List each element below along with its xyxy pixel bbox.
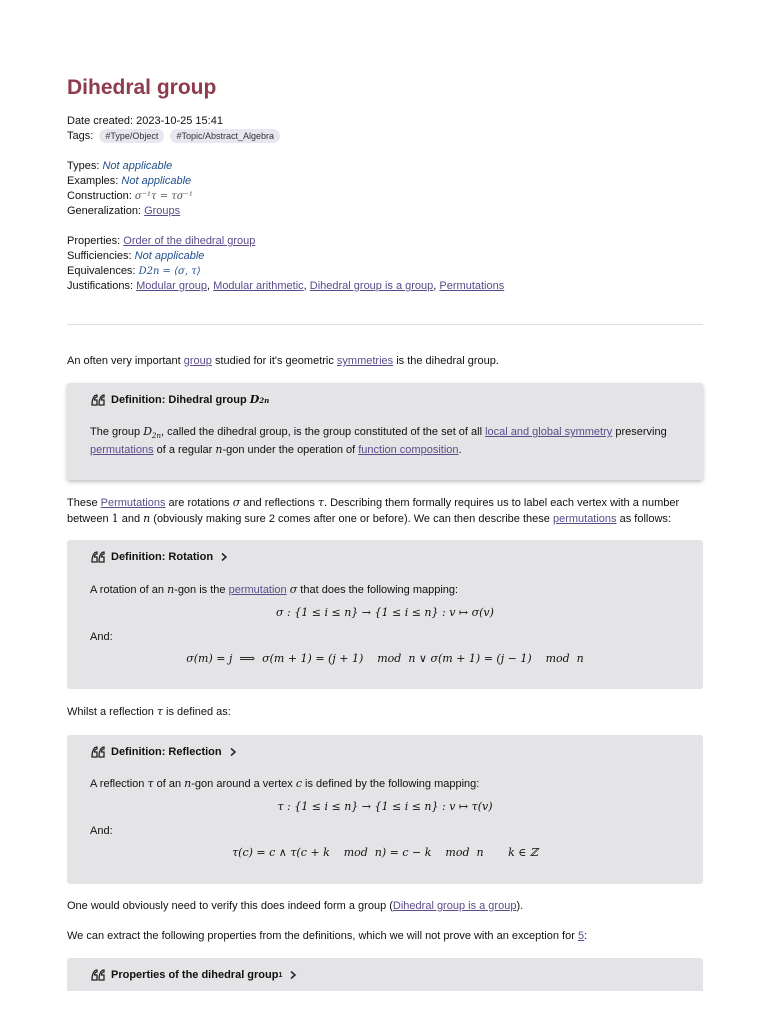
types-value: Not applicable <box>102 160 173 172</box>
generalization-label: Generalization: <box>67 205 141 217</box>
para-text: and <box>118 512 144 525</box>
para-text: . Describing them formally requires us to label each vertex with a number <box>323 497 680 509</box>
sufficiencies-label: Sufficiencies: <box>67 250 132 262</box>
rotation-condition-equation: σ(m) = j ⟹ σ(m + 1) = (j + 1) mod n ∨ σ(m + 1) = (j − 1) mod n <box>186 652 584 665</box>
callout-title[interactable] <box>90 393 269 408</box>
examples-label: Examples: <box>67 175 119 187</box>
justification-link-permutations[interactable]: Permutations <box>439 280 505 292</box>
body-text: that does the following mapping: <box>297 584 459 596</box>
equivalences-value: D2n = ⟨σ, τ⟩ <box>138 266 201 277</box>
intro-text: studied for it's geometric <box>211 355 337 367</box>
justification-link-modular-group[interactable]: Modular group <box>136 280 208 292</box>
callout-title[interactable] <box>90 550 229 565</box>
math-n: n <box>215 442 223 456</box>
date-created-label: Date created: <box>67 115 134 127</box>
math-sigma: σ <box>289 583 298 596</box>
reflection-mapping-equation: τ : {1 ≤ i ≤ n} → {1 ≤ i ≤ n} : v ↦ τ(v) <box>277 800 493 813</box>
para-text: is defined as: <box>162 706 231 718</box>
page-title: Dihedral group <box>67 76 217 99</box>
intro-text: An often very important <box>67 355 184 367</box>
math-n: n <box>184 777 192 790</box>
math-d: D <box>143 425 153 438</box>
examples-value: Not applicable <box>121 175 192 187</box>
chevron-right-icon[interactable] <box>219 552 229 562</box>
quote-icon <box>90 393 106 407</box>
date-created-row <box>67 114 703 129</box>
callout-title-sub: 2n <box>259 395 270 405</box>
callout-title[interactable] <box>90 968 298 983</box>
properties-link[interactable]: Order of the dihedral group <box>123 235 256 247</box>
callout-title[interactable] <box>90 745 238 760</box>
group-link[interactable]: group <box>183 355 212 367</box>
para-text: are rotations <box>165 497 233 509</box>
para-text: between <box>67 512 112 525</box>
math-sigma: σ <box>232 496 241 509</box>
body-text: -gon around a vertex <box>191 778 296 790</box>
generalization-link[interactable]: Groups <box>144 205 181 217</box>
math-tau: τ <box>317 496 324 509</box>
permutations-link[interactable]: permutations <box>90 443 154 456</box>
sufficiencies-row <box>67 249 703 264</box>
math-tau: τ <box>147 777 154 790</box>
para-text: and reflections <box>240 497 318 509</box>
callout-body <box>90 777 680 792</box>
properties-row <box>67 234 703 249</box>
sufficiencies-value: Not applicable <box>134 250 205 262</box>
callout-definition-reflection <box>67 735 703 884</box>
whilst-paragraph <box>67 705 703 720</box>
justification-link-dihedral-group-is-a-group[interactable]: Dihedral group is a group <box>309 280 434 292</box>
rotation-mapping-equation: σ : {1 ≤ i ≤ n} → {1 ≤ i ≤ n} : v ↦ σ(v) <box>276 606 494 619</box>
local-global-symmetry-link[interactable]: local and global symmetry <box>485 426 613 438</box>
chevron-right-icon[interactable] <box>228 747 238 757</box>
types-label: Types: <box>67 160 100 172</box>
para-text: (obviously making sure 2 comes after one or before). We can then describe these <box>150 512 553 525</box>
tag-topic-abstract-algebra[interactable]: #Topic/Abstract_Algebra <box>170 129 280 143</box>
tags-row <box>67 129 703 144</box>
types-row <box>67 159 703 174</box>
callout-body <box>90 583 680 598</box>
generalization-row <box>67 204 703 219</box>
tag-type-object[interactable]: #Type/Object <box>99 129 164 143</box>
justifications-label: Justifications: <box>67 280 134 292</box>
and-label: And: <box>90 825 113 837</box>
body-text: preserving <box>612 426 667 438</box>
callout-body <box>90 425 680 457</box>
math-n: n <box>167 583 175 596</box>
body-text: -gon is the <box>174 584 229 596</box>
intro-text: is the dihedral group. <box>393 355 499 367</box>
property-5-link[interactable]: 5 <box>577 930 585 942</box>
examples-row <box>67 174 703 189</box>
permutations-link-2[interactable]: Permutations <box>100 497 166 509</box>
para-text: Whilst a reflection <box>67 706 157 718</box>
quote-icon <box>90 968 106 982</box>
permutation-link[interactable]: permutation <box>228 584 287 596</box>
para-text: ). <box>516 900 524 912</box>
callout-title-text: Definition: Reflection <box>111 746 222 758</box>
callout-properties-dihedral-group <box>67 958 703 991</box>
construction-row <box>67 189 703 204</box>
body-text: of a regular <box>153 443 216 456</box>
callout-definition-dihedral-group <box>67 383 703 480</box>
permutations-link-3[interactable]: permutations <box>552 512 617 525</box>
math-c: c <box>295 777 302 790</box>
callout-definition-rotation <box>67 540 703 689</box>
intro-paragraph <box>67 354 703 369</box>
para-text: These <box>67 497 101 509</box>
extract-paragraph <box>67 929 703 944</box>
body-text: A rotation of an <box>90 584 168 596</box>
body-text: . <box>458 443 462 456</box>
callout-title-text: Definition: Dihedral group <box>111 394 247 406</box>
reflection-condition-equation: τ(c) = c ∧ τ(c + k mod n) = c − k mod n k ∈ ℤ <box>232 846 538 859</box>
body-text: of an <box>153 778 185 790</box>
math-one: 1 <box>111 511 119 525</box>
equivalences-label: Equivalences: <box>67 265 136 277</box>
chevron-right-icon[interactable] <box>288 970 298 980</box>
math-n: n <box>143 511 151 525</box>
body-text: A reflection <box>90 778 148 790</box>
and-label: And: <box>90 631 113 643</box>
quote-icon <box>90 550 106 564</box>
symmetries-link[interactable]: symmetries <box>336 355 394 367</box>
dihedral-group-is-a-group-link[interactable]: Dihedral group is a group <box>392 900 517 912</box>
tags-label: Tags: <box>67 130 94 142</box>
properties-label: Properties: <box>67 235 121 247</box>
body-text: , called the dihedral group, is the group constituted of the set of all <box>161 426 486 438</box>
para-text: as follows: <box>616 512 671 525</box>
footnote-ref[interactable]: 1 <box>278 971 283 979</box>
equivalences-row <box>67 264 703 279</box>
function-composition-link[interactable]: function composition <box>358 443 459 456</box>
construction-label: Construction: <box>67 190 132 202</box>
quote-icon <box>90 745 106 759</box>
para-text: : <box>584 930 588 942</box>
justification-link-modular-arithmetic[interactable]: Modular arithmetic <box>213 280 304 292</box>
para-text: We can extract the following properties from the definitions, which we will not prove with an exception for <box>67 930 578 942</box>
callout-title-text: Properties of the dihedral group <box>111 969 279 981</box>
verify-paragraph <box>67 899 703 914</box>
body-text: is defined by the following mapping: <box>302 778 480 790</box>
callout-title-text: Definition: Rotation <box>111 551 214 563</box>
math-tau: τ <box>156 705 163 718</box>
justifications-row: Justifications: Modular group, Modular arithmetic, Dihedral group is a group, Permutations <box>67 280 505 292</box>
divider <box>67 324 703 325</box>
callout-title-math: D <box>249 393 260 406</box>
body-text: The group <box>90 426 144 438</box>
body-text: -gon under the operation of <box>222 443 359 456</box>
date-created-value: 2023-10-25 15:41 <box>136 115 223 127</box>
math-sub: 2n <box>152 432 161 441</box>
construction-value: σ⁻¹τ = τσ⁻¹ <box>134 191 193 202</box>
para-text: One would obviously need to verify this does indeed form a group ( <box>67 900 393 912</box>
permutations-paragraph <box>67 496 703 527</box>
